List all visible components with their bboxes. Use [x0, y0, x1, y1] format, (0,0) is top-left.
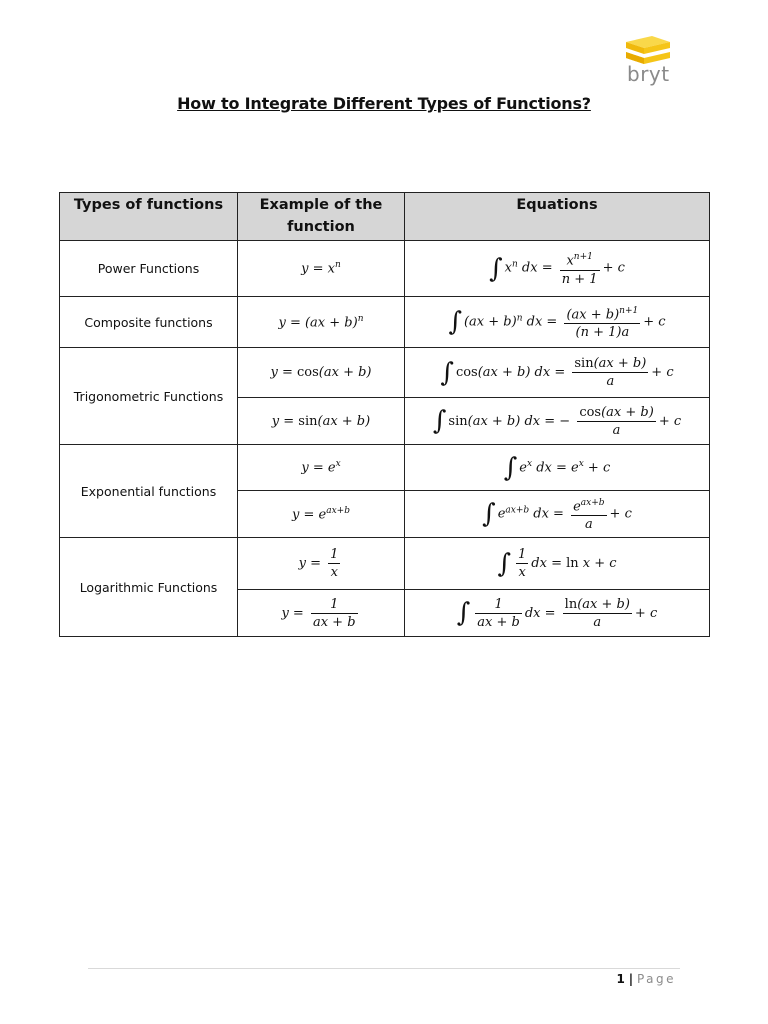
- page-footer: [0, 972, 676, 986]
- header-example: Example of the function: [238, 193, 405, 241]
- equation-exp: ∫ $e^x$ dx = $e^x + c$: [405, 445, 710, 491]
- integration-table: [59, 192, 710, 637]
- equation-exp-linear: ∫ $e^{ax+b}$ dx = $\frac{e^{ax+b}}{a}$ + c: [405, 491, 710, 538]
- equation-power: ∫ $x^n$ dx = $\frac{x^{n+1}}{n + 1}$ + c: [405, 241, 710, 297]
- table-row: [60, 348, 710, 398]
- page-number: 1: [616, 972, 625, 986]
- example-cos: y = cos(ax + b): [238, 348, 405, 398]
- footer-separator: |: [628, 972, 634, 986]
- header-equations: Equations: [405, 193, 710, 241]
- page-title: How to Integrate Different Types of Functions?: [177, 94, 591, 113]
- equation-composite: ∫ (ax + b)$^n$ dx = $\frac{(ax + b)^{n+1}}{(n + 1)a}$ + c: [405, 297, 710, 348]
- equation-sin: ∫ sin(ax + b) dx = − $\frac{\cos(ax + b)}{a}$ + c: [405, 398, 710, 445]
- table-header-row: [60, 193, 710, 241]
- row-type-exponential: Exponential functions: [60, 445, 238, 538]
- logo-text: bryt: [627, 62, 670, 86]
- table-row: [60, 241, 710, 297]
- page-label: Page: [636, 972, 676, 986]
- example-composite: y = (ax + b)$^n$: [238, 297, 405, 348]
- footer-divider: [88, 968, 680, 969]
- table-row: [60, 538, 710, 590]
- equation-cos: ∫ cos(ax + b) dx = $\frac{\sin(ax + b)}{a}$ + c: [405, 348, 710, 398]
- row-type-composite: Composite functions: [60, 297, 238, 348]
- row-type-logarithmic: Logarithmic Functions: [60, 538, 238, 637]
- equation-reciprocal-linear: ∫ $\frac{1}{ax + b}$ dx = $\frac{\ln(ax + b)}{a}$ + c: [405, 590, 710, 637]
- header-types: Types of functions: [60, 193, 238, 241]
- row-type-trigonometric: Trigonometric Functions: [60, 348, 238, 445]
- example-power: $y = x^n$: [238, 241, 405, 297]
- table-row: [60, 445, 710, 491]
- row-type-power: Power Functions: [60, 241, 238, 297]
- example-exp-linear: $y = e^{ax+b}$: [238, 491, 405, 538]
- example-reciprocal: y = $\frac{1}{x}$: [238, 538, 405, 590]
- example-sin: y = sin(ax + b): [238, 398, 405, 445]
- table-row: [60, 297, 710, 348]
- example-reciprocal-linear: y = $\frac{1}{ax + b}$: [238, 590, 405, 637]
- example-exp: $y = e^x$: [238, 445, 405, 491]
- equation-reciprocal: ∫ $\frac{1}{x}$ dx = ln x + c: [405, 538, 710, 590]
